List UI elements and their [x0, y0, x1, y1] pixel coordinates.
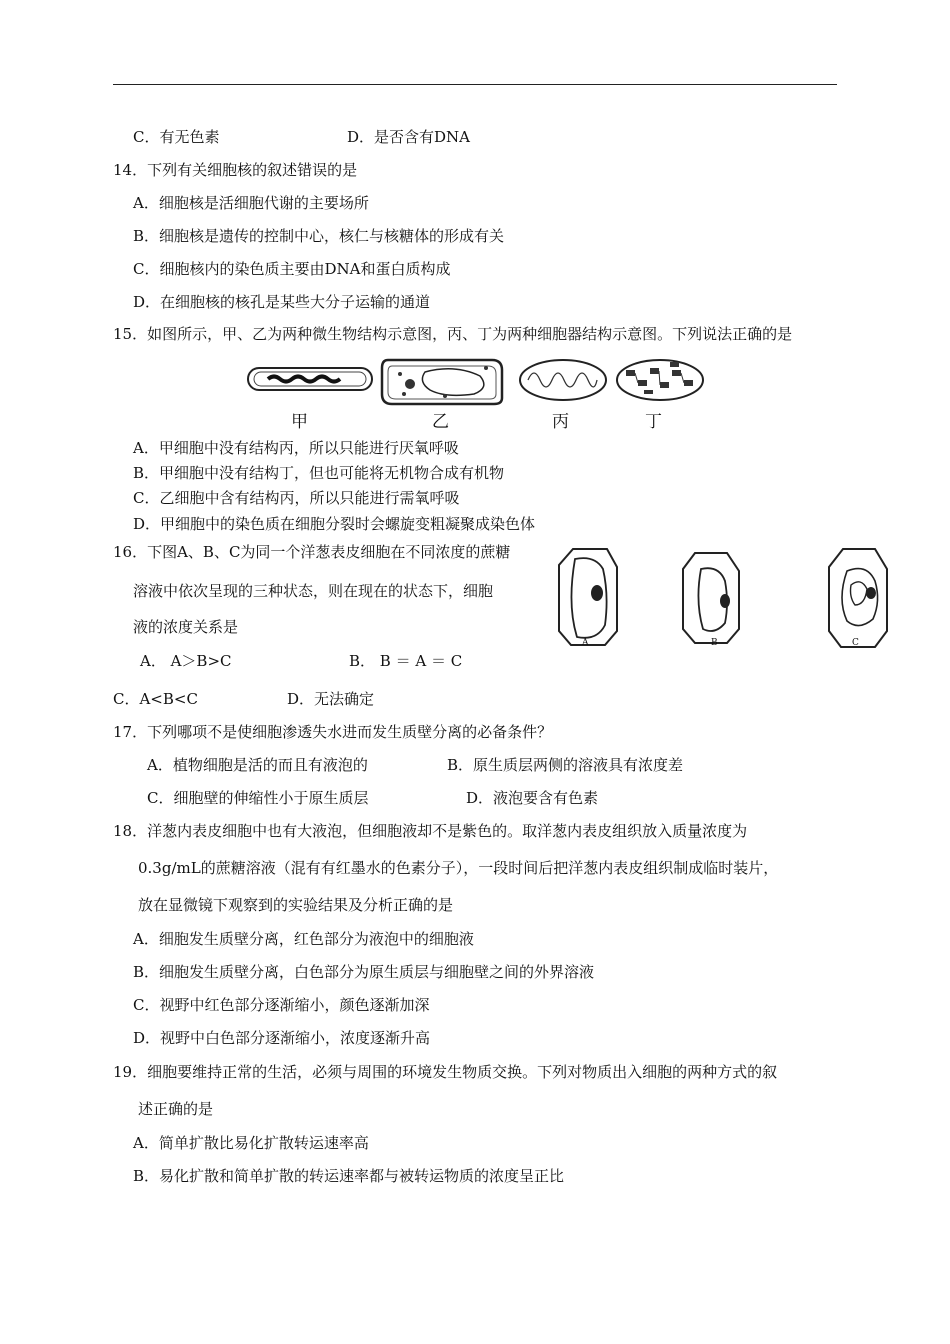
q14-option-d: D．在细胞核的核孔是某些大分子运输的通道 — [133, 293, 431, 311]
q16-stem-line3: 液的浓度关系是 — [133, 618, 239, 636]
q19-option-b: B．易化扩散和简单扩散的转运速率都与被转运物质的浓度呈正比 — [133, 1167, 565, 1185]
q17-option-c: C．细胞壁的伸缩性小于原生质层 — [147, 789, 369, 807]
mitochondrion-icon — [520, 360, 606, 400]
q17-option-d: D．液泡要含有色素 — [466, 789, 599, 807]
q15-option-d: D．甲细胞中的染色质在细胞分裂时会螺旋变粗凝聚成染色体 — [133, 515, 536, 533]
q15-option-a: A．甲细胞中没有结构丙，所以只能进行厌氧呼吸 — [133, 439, 459, 457]
label-bing: 丙 — [552, 412, 569, 432]
label-yi: 乙 — [432, 412, 449, 432]
q18-option-a: A．细胞发生质壁分离，红色部分为液泡中的细胞液 — [133, 930, 474, 948]
q17-option-b: B．原生质层两侧的溶液具有浓度差 — [447, 756, 684, 774]
q16-stem-line2: 溶液中依次呈现的三种状态，则在现在的状态下，细胞 — [133, 582, 494, 600]
chloroplast-icon — [617, 360, 703, 400]
q14-option-a: A．细胞核是活细胞代谢的主要场所 — [133, 194, 369, 212]
q18-option-b: B．细胞发生质壁分离，白色部分为原生质层与细胞壁之间的外界溶液 — [133, 963, 595, 981]
q18-option-c: C．视野中红色部分逐渐缩小，颜色逐渐加深 — [133, 996, 430, 1014]
q18-stem-line2: 0.3g/mL的蔗糖溶液（混有有红墨水的色素分子），一段时间后把洋葱内表皮组织制成临时装片， — [138, 859, 779, 877]
q19-stem-line2: 述正确的是 — [138, 1100, 214, 1118]
q16-option-b: B． B ＝ A ＝ C — [349, 652, 463, 670]
q16-option-c: C．A<B<C — [113, 690, 198, 708]
q17-stem: 17．下列哪项不是使细胞渗透失水进而发生质壁分离的必备条件？ — [113, 723, 553, 741]
q13-option-d: D．是否含有DNA — [347, 128, 471, 146]
q19-option-a: A．简单扩散比易化扩散转运速率高 — [133, 1134, 369, 1152]
q14-stem: 14．下列有关细胞核的叙述错误的是 — [113, 161, 358, 179]
q16-figure — [545, 545, 895, 655]
fig-label-c: C — [852, 638, 859, 648]
label-jia: 甲 — [291, 412, 308, 432]
q18-stem-line1: 18．洋葱内表皮细胞中也有大液泡，但细胞液却不是紫色的。取洋葱内表皮组织放入质量浓度为 — [113, 822, 748, 840]
fig-label-a: A — [582, 638, 589, 648]
q16-option-a: A． A＞B>C — [140, 652, 232, 670]
label-ding: 丁 — [645, 412, 662, 432]
q13-option-c: C．有无色素 — [133, 128, 220, 146]
header-rule — [113, 84, 837, 85]
q17-option-a: A．植物细胞是活的而且有液泡的 — [147, 756, 368, 774]
q15-stem: 15．如图所示，甲、乙为两种微生物结构示意图，丙、丁为两种细胞器结构示意图。下列说法正确的是 — [113, 325, 793, 343]
q16-option-d: D．无法确定 — [287, 690, 375, 708]
q15-option-b: B．甲细胞中没有结构丁，但也可能将无机物合成有机物 — [133, 464, 505, 482]
q15-figure — [240, 354, 710, 436]
onion-cell-a-icon — [559, 549, 617, 645]
onion-cell-c-icon — [829, 549, 887, 647]
q19-stem-line1: 19．细胞要维持正常的生活，必须与周围的环境发生物质交换。下列对物质出入细胞的两种方式的叙 — [113, 1063, 778, 1081]
onion-cell-b-icon — [683, 553, 739, 643]
q18-stem-line3: 放在显微镜下观察到的实验结果及分析正确的是 — [138, 896, 454, 914]
q14-option-c: C．细胞核内的染色质主要由DNA和蛋白质构成 — [133, 260, 451, 278]
q18-option-d: D．视野中白色部分逐渐缩小，浓度逐渐升高 — [133, 1029, 431, 1047]
q15-option-c: C．乙细胞中含有结构丙，所以只能进行需氧呼吸 — [133, 489, 460, 507]
q16-stem-line1: 16．下图A、B、C为同一个洋葱表皮细胞在不同浓度的蔗糖 — [113, 543, 511, 561]
bacterium-icon — [248, 368, 372, 390]
q14-option-b: B．细胞核是遗传的控制中心，核仁与核糖体的形成有关 — [133, 227, 505, 245]
eukaryotic-cell-icon — [382, 360, 502, 404]
fig-label-b: B — [711, 638, 718, 648]
